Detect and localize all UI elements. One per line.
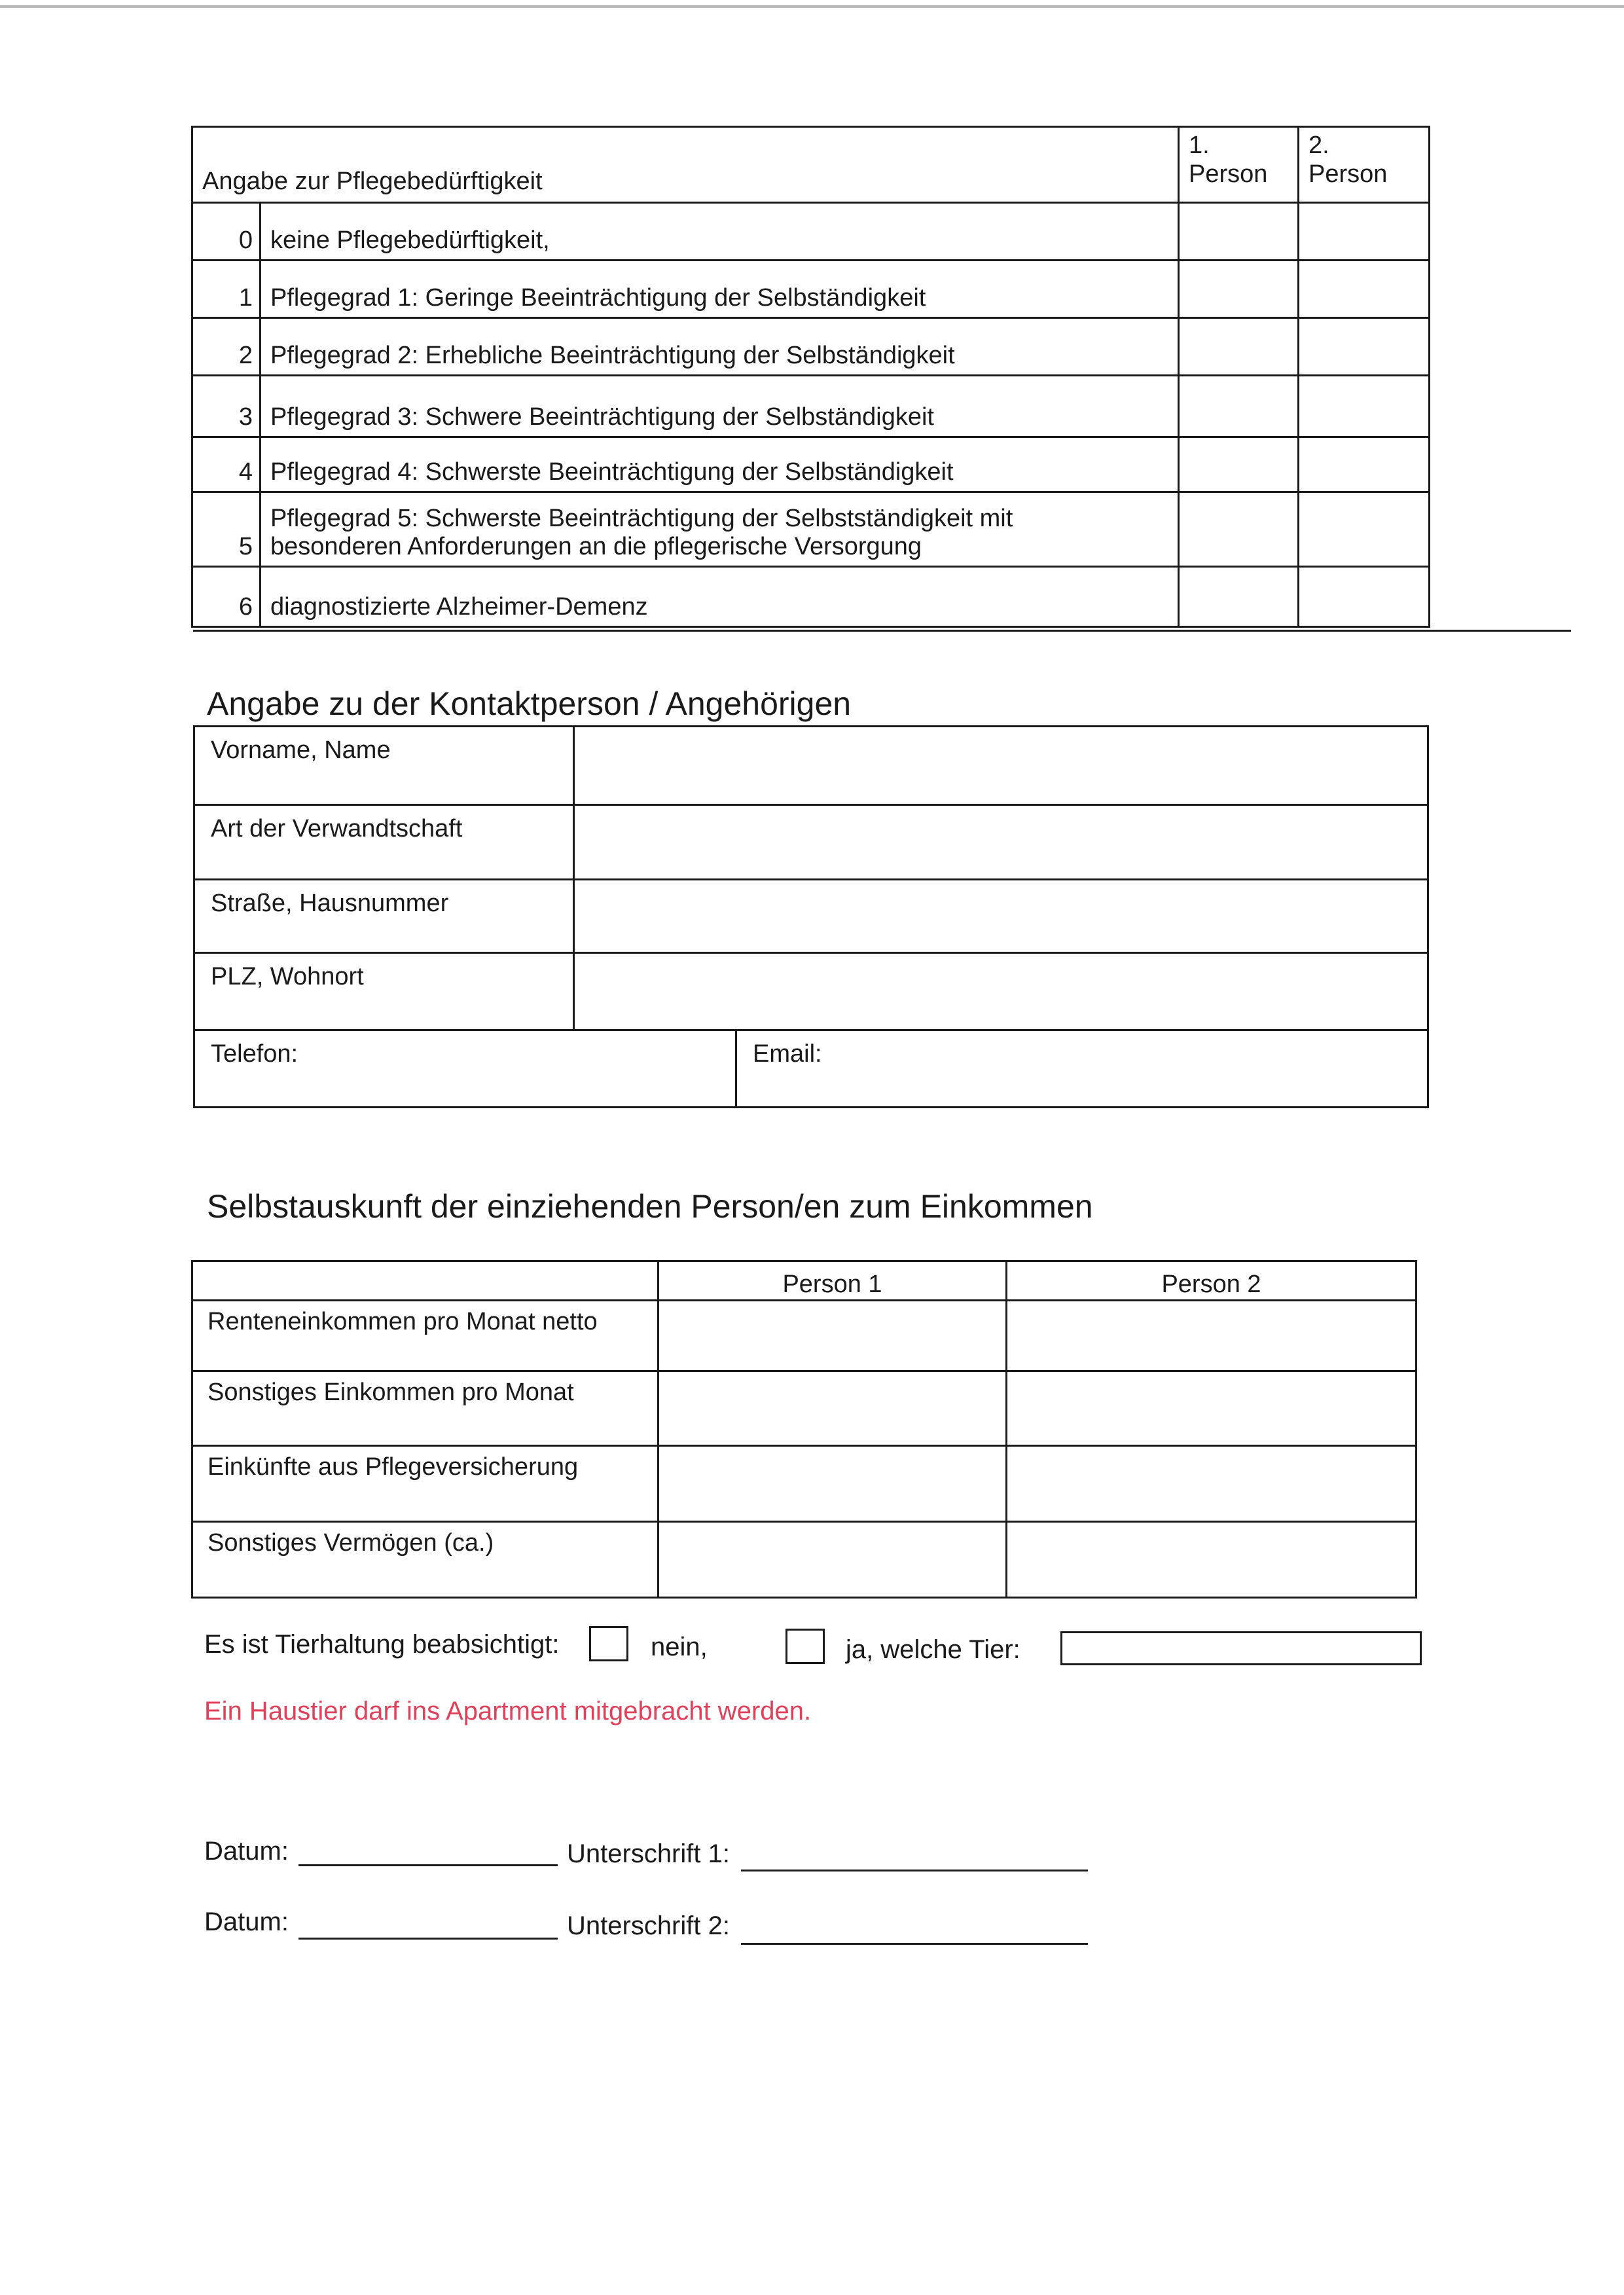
kontakt-field-label: Straße, Hausnummer xyxy=(194,880,574,953)
einkommen-header-empty xyxy=(192,1261,659,1301)
einkommen-col-person-2: Person 2 xyxy=(1007,1261,1416,1301)
pflege-header-row xyxy=(192,127,1430,203)
kontakt-field-label: PLZ, Wohnort xyxy=(194,953,574,1030)
tier-nein-label: nein, xyxy=(651,1633,708,1661)
pflege-row xyxy=(192,261,1430,318)
kontakt-city-input[interactable] xyxy=(574,953,1428,1030)
kontakt-relationship-input[interactable] xyxy=(574,805,1428,880)
signature-label-2: Unterschrift 2: xyxy=(567,1911,730,1940)
pflege-check-person-1[interactable] xyxy=(1179,318,1299,376)
kontakt-row xyxy=(194,1030,1428,1108)
pflege-check-person-2[interactable] xyxy=(1299,261,1430,318)
einkommen-input-person-1[interactable] xyxy=(659,1446,1007,1522)
einkommen-row-label: Sonstiges Einkommen pro Monat xyxy=(192,1371,659,1446)
pflege-check-person-2[interactable] xyxy=(1299,567,1430,627)
signature-label-1: Unterschrift 1: xyxy=(567,1839,730,1868)
col-label: Person xyxy=(1189,160,1268,188)
einkommen-table xyxy=(191,1260,1417,1599)
pflege-row xyxy=(192,376,1430,437)
pflege-table xyxy=(191,126,1430,628)
pflege-check-person-1[interactable] xyxy=(1179,492,1299,567)
col-number: 1. xyxy=(1189,132,1210,159)
einkommen-row xyxy=(192,1446,1416,1522)
pflege-row xyxy=(192,318,1430,376)
kontakt-row xyxy=(194,880,1428,953)
einkommen-input-person-2[interactable] xyxy=(1007,1371,1416,1446)
tier-note: Ein Haustier darf ins Apartment mitgebracht werden. xyxy=(204,1697,812,1726)
pflege-row-number: 0 xyxy=(192,203,261,261)
kontakt-name-input[interactable] xyxy=(574,727,1428,805)
pflege-check-person-1[interactable] xyxy=(1179,567,1299,627)
pflege-row-number: 5 xyxy=(192,492,261,567)
einkommen-input-person-1[interactable] xyxy=(659,1371,1007,1446)
kontakt-section-title: Angabe zu der Kontaktperson / Angehörigen xyxy=(207,685,852,722)
einkommen-input-person-1[interactable] xyxy=(659,1522,1007,1598)
pflege-row-label: Pflegegrad 2: Erhebliche Beeinträchtigung der Selbständigkeit xyxy=(261,318,1179,376)
pflege-check-person-2[interactable] xyxy=(1299,318,1430,376)
datum-line-1[interactable] xyxy=(298,1864,558,1866)
einkommen-section-title: Selbstauskunft der einziehenden Person/en zum Einkommen xyxy=(207,1188,1093,1225)
pflege-check-person-2[interactable] xyxy=(1299,492,1430,567)
kontakt-street-input[interactable] xyxy=(574,880,1428,953)
pflege-row xyxy=(192,437,1430,492)
section-divider xyxy=(193,630,1571,632)
pflege-row-label-line: besonderen Anforderungen an die pflegerische Versorgung xyxy=(270,533,922,561)
einkommen-row-label: Einkünfte aus Pflegeversicherung xyxy=(192,1446,659,1522)
signature-line-2[interactable] xyxy=(741,1943,1088,1945)
pflege-check-person-1[interactable] xyxy=(1179,261,1299,318)
einkommen-row xyxy=(192,1301,1416,1371)
scan-top-edge xyxy=(0,5,1624,8)
einkommen-row xyxy=(192,1371,1416,1446)
tier-ja-label: ja, welche Tier: xyxy=(846,1635,1020,1664)
pflege-row xyxy=(192,203,1430,261)
tier-type-input[interactable] xyxy=(1060,1631,1422,1665)
tier-ja-checkbox[interactable] xyxy=(785,1629,825,1664)
pflege-row-number: 2 xyxy=(192,318,261,376)
kontakt-email-field[interactable]: Email: xyxy=(736,1030,1428,1108)
datum-label-2: Datum: xyxy=(204,1907,289,1936)
pflege-check-person-2[interactable] xyxy=(1299,376,1430,437)
col-number: 2. xyxy=(1308,132,1329,159)
pflege-row-label: keine Pflegebedürftigkeit, xyxy=(261,203,1179,261)
einkommen-input-person-2[interactable] xyxy=(1007,1522,1416,1598)
pflege-row-label xyxy=(261,492,1179,567)
kontakt-table xyxy=(193,725,1429,1108)
pflege-col-person-1 xyxy=(1179,127,1299,203)
pflege-row xyxy=(192,567,1430,627)
kontakt-row xyxy=(194,805,1428,880)
kontakt-row xyxy=(194,727,1428,805)
kontakt-phone-field[interactable]: Telefon: xyxy=(194,1030,736,1108)
datum-line-2[interactable] xyxy=(298,1938,558,1940)
pflege-row-number: 4 xyxy=(192,437,261,492)
pflege-row xyxy=(192,492,1430,567)
pflege-row-label: Pflegegrad 4: Schwerste Beeinträchtigung der Selbständigkeit xyxy=(261,437,1179,492)
pflege-row-label: diagnostizierte Alzheimer-Demenz xyxy=(261,567,1179,627)
einkommen-col-person-1: Person 1 xyxy=(659,1261,1007,1301)
einkommen-row-label: Sonstiges Vermögen (ca.) xyxy=(192,1522,659,1598)
kontakt-field-label: Art der Verwandtschaft xyxy=(194,805,574,880)
pflege-col-person-2 xyxy=(1299,127,1430,203)
pflege-row-label: Pflegegrad 3: Schwere Beeinträchtigung der Selbständigkeit xyxy=(261,376,1179,437)
datum-label-1: Datum: xyxy=(204,1837,289,1866)
tier-nein-checkbox[interactable] xyxy=(589,1626,628,1661)
pflege-check-person-2[interactable] xyxy=(1299,437,1430,492)
pflege-row-number: 6 xyxy=(192,567,261,627)
kontakt-row xyxy=(194,953,1428,1030)
kontakt-field-label: Vorname, Name xyxy=(194,727,574,805)
signature-line-1[interactable] xyxy=(741,1870,1088,1871)
pflege-row-label-line: Pflegegrad 5: Schwerste Beeinträchtigung der Selbstständigkeit mit xyxy=(270,504,1013,532)
einkommen-header-row xyxy=(192,1261,1416,1301)
einkommen-input-person-2[interactable] xyxy=(1007,1446,1416,1522)
tier-question: Es ist Tierhaltung beabsichtigt: xyxy=(204,1630,560,1659)
pflege-check-person-1[interactable] xyxy=(1179,437,1299,492)
pflege-row-number: 3 xyxy=(192,376,261,437)
pflege-row-label: Pflegegrad 1: Geringe Beeinträchtigung der Selbständigkeit xyxy=(261,261,1179,318)
pflege-header: Angabe zur Pflegebedürftigkeit xyxy=(192,127,1179,203)
pflege-check-person-2[interactable] xyxy=(1299,203,1430,261)
pflege-check-person-1[interactable] xyxy=(1179,203,1299,261)
einkommen-input-person-2[interactable] xyxy=(1007,1301,1416,1371)
einkommen-input-person-1[interactable] xyxy=(659,1301,1007,1371)
col-label: Person xyxy=(1308,160,1388,188)
einkommen-row-label: Renteneinkommen pro Monat netto xyxy=(192,1301,659,1371)
pflege-check-person-1[interactable] xyxy=(1179,376,1299,437)
einkommen-row xyxy=(192,1522,1416,1598)
pflege-row-number: 1 xyxy=(192,261,261,318)
